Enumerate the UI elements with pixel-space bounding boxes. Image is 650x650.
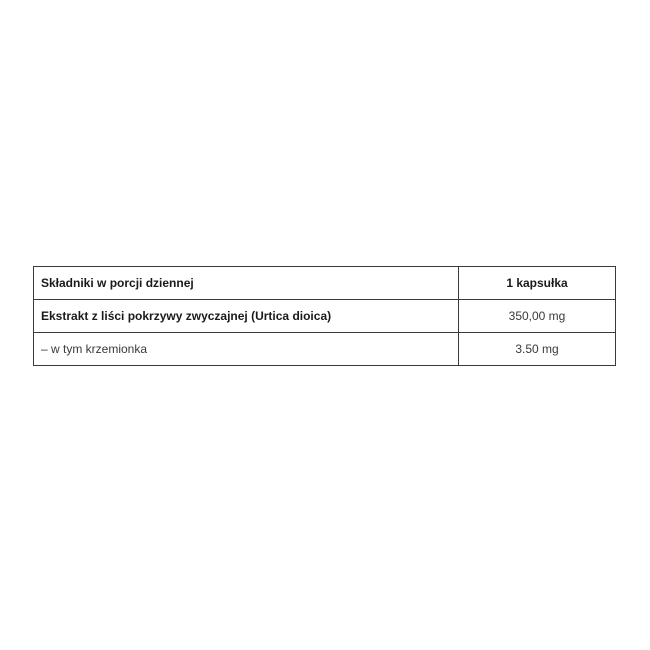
ingredient-name-cell: Ekstrakt z liści pokrzywy zwyczajnej (Urtica dioica) [34,300,459,333]
table-row [34,333,616,366]
ingredient-amount-cell: 350,00 mg [459,300,616,333]
ingredients-table [33,266,616,366]
header-serving-cell: 1 kapsułka [459,267,616,300]
table-header-row [34,267,616,300]
ingredient-name-cell: – w tym krzemionka [34,333,459,366]
table-row [34,300,616,333]
nutrition-table-container [33,266,615,366]
header-ingredient-cell: Składniki w porcji dziennej [34,267,459,300]
ingredient-amount-cell: 3.50 mg [459,333,616,366]
